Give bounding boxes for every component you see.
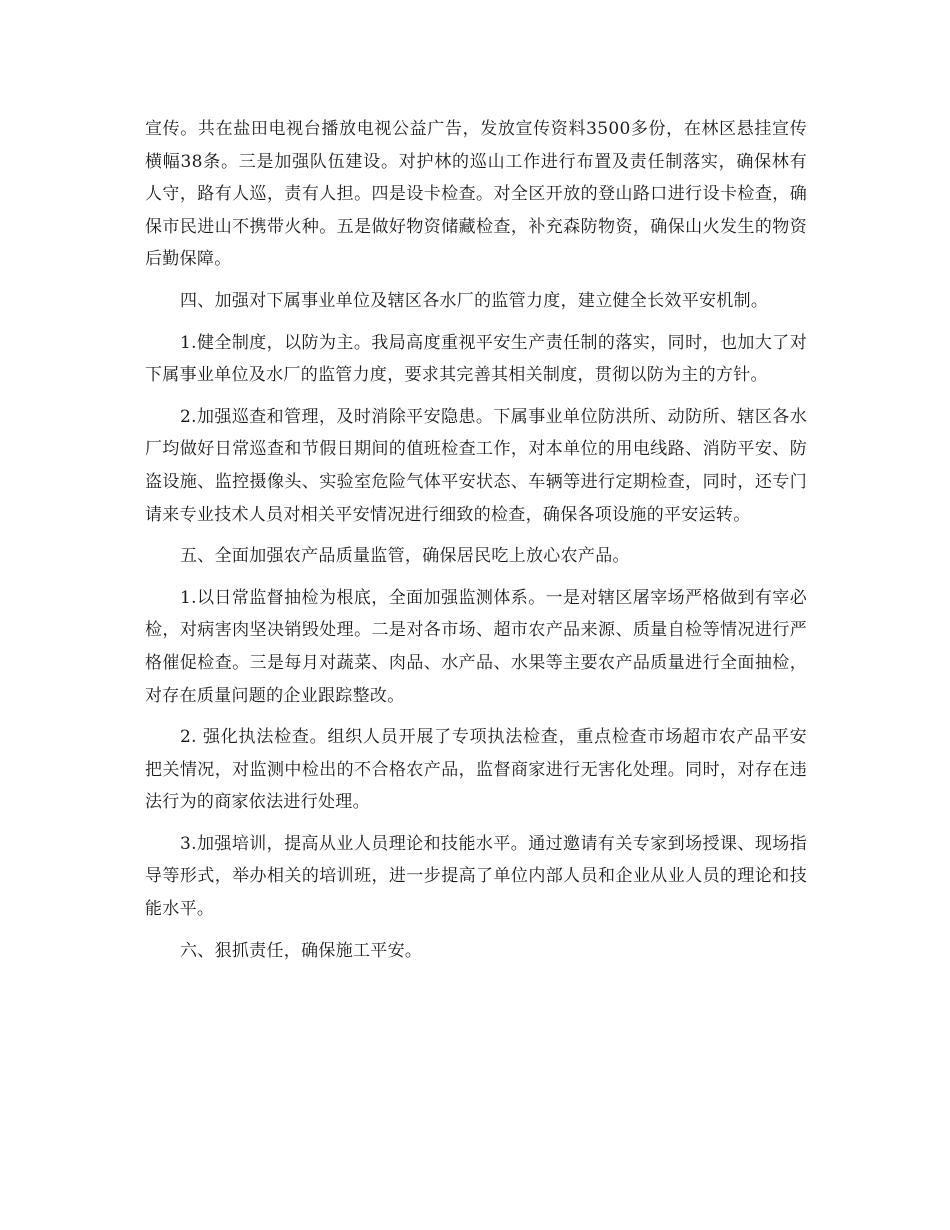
paragraph-5-3: 3.加强培训，提高从业人员理论和技能水平。通过邀请有关专家到场授课、现场指导等形式，举办相关的培训班，进一步提高了单位内部人员和企业从业人员的理论和技能水平。 (145, 833, 807, 920)
paragraph-4-2: 2.加强巡查和管理，及时消除平安隐患。下属事业单位防洪所、动防所、辖区各水厂均做好日常巡查和节假日期间的值班检查工作，对本单位的用电线路、消防平安、防盗设施、监控摄像头、实验室危险气体平安状态、车辆等进行定期检查，同时，还专门请来专业技术人员对相关平安情况进行细致的检查，确保各项设施的平安运转。 (145, 406, 807, 525)
section-heading-6: 六、狠抓责任，确保施工平安。 (180, 940, 423, 961)
document-body (145, 113, 807, 976)
section-heading-4: 四、加强对下属事业单位及辖区各水厂的监管力度，建立健全长效平安机制。 (180, 290, 769, 311)
paragraph-4-1: 1.健全制度，以防为主。我局高度重视平安生产责任制的落实，同时，也加大了对下属事业单位及水厂的监管力度，要求其完善其相关制度，贯彻以防为主的方针。 (145, 332, 807, 386)
paragraph-5-1: 1.以日常监督抽检为根底，全面加强监测体系。一是对辖区屠宰场严格做到有宰必检，对病害肉坚决销毁处理。二是对各市场、超市农产品来源、质量自检等情况进行严格催促检查。三是每月对蔬菜、肉品、水产品、水果等主要农产品质量进行全面抽检，对存在质量问题的企业跟踪整改。 (145, 587, 807, 706)
section-heading-5: 五、全面加强农产品质量监管，确保居民吃上放心农产品。 (180, 546, 630, 567)
paragraph-5-2: 2. 强化执法检查。组织人员开展了专项执法检查，重点检查市场超市农产品平安把关情况，对监测中检出的不合格农产品，监督商家进行无害化处理。同时，对存在违法行为的商家依法进行处理。 (145, 727, 807, 813)
paragraph-continuation: 宣传。共在盐田电视台播放电视公益广告，发放宣传资料3500多份，在林区悬挂宣传横幅38条。三是加强队伍建设。对护林的巡山工作进行布置及责任制落实，确保林有人守，路有人巡，责有人担。四是设卡检查。对全区开放的登山路口进行设卡检查，确保市民进山不携带火种。五是做好物资储藏检查，补充森防物资，确保山火发生的物资后勤保障。 (145, 119, 807, 270)
